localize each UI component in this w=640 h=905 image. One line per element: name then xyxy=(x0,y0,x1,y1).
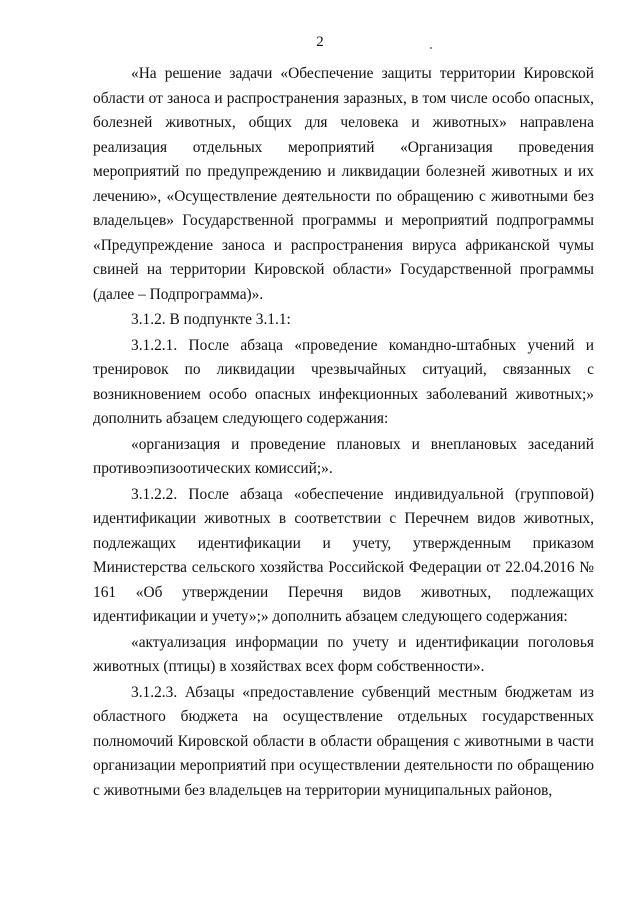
paragraph-insert-livestock: «актуализация информации по учету и идентификации поголовья животных (птицы) в хозяйствах всех форм собственности». xyxy=(93,633,594,675)
paragraph-3-1-2-2: 3.1.2.2. После абзаца «обеспечение индивидуальной (групповой) идентификации животных в соответствии с Перечнем видов животных, подлежащих идентификации и учету, утвержденным приказом Министерства сельского хозяйства Российской Федерации от 22.04.2016 № 161 «Об утверждении Перечня видов животных, подлежащих идентификации и учету»;» дополнить абзацем следующего содержания: xyxy=(93,485,594,625)
paragraph-3-1-2-3: 3.1.2.3. Абзацы «предоставление субвенций местным бюджетам из областного бюджета на осуществление отдельных государственных полномочий Кировской области в области обращения с животными в части организации мероприятий при осуществлении деятельности по обращению с животными без владельцев на территории муниципальных районов, xyxy=(93,683,594,799)
document-body xyxy=(93,62,594,803)
page-number: 2 xyxy=(316,34,324,50)
paragraph-insert-commissions: «организация и проведение плановых и внеплановых заседаний противоэпизоотических комиссий;». xyxy=(93,435,594,477)
paragraph-3-1-2-1: 3.1.2.1. После абзаца «проведение командно-штабных учений и тренировок по ликвидации чрезвычайных ситуаций, связанных с возникновением особо опасных инфекционных заболеваний животных;» дополнить абзацем следующего содержания: xyxy=(93,336,594,427)
paragraph-task-intro: «На решение задачи «Обеспечение защиты территории Кировской области от заноса и распространения заразных, в том числе особо опасных, болезней животных, общих для человека и животных» направлена реализация отдельных мероприятий «Организация проведения мероприятий по предупреждению и ликвидации болезней животных и их лечению», «Осуществление деятельности по обращению с животными без владельцев» Государственной программы и мероприятий подпрограммы «Предупреждение заноса и распространения вируса африканской чумы свиней на территории Кировской области» Государственной программы (далее – Подпрограмма)». xyxy=(93,65,594,303)
paragraph-3-1-2: 3.1.2. В подпункте 3.1.1: xyxy=(131,311,291,328)
scan-speck xyxy=(430,47,432,49)
